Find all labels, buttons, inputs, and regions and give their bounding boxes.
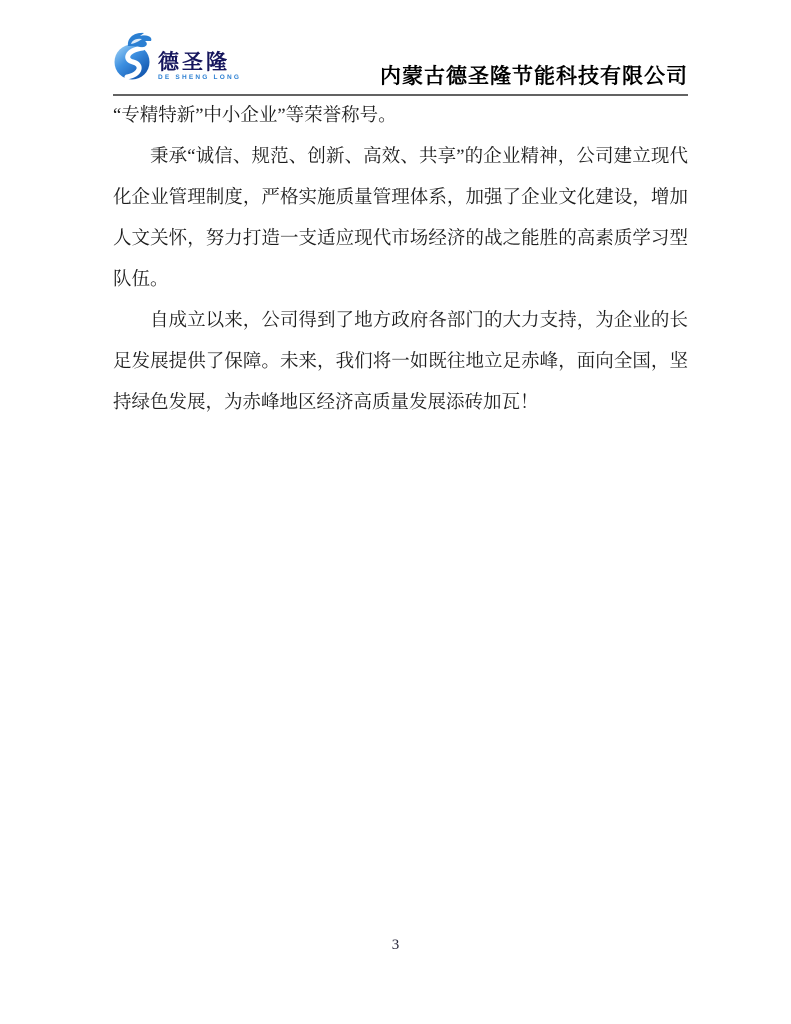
body-paragraph: “专精特新”中小企业”等荣誉称号。	[113, 106, 397, 126]
dragon-sphere-logo-icon	[113, 31, 155, 83]
body-paragraph: 秉承“诚信、规范、创新、高效、共享”的企业精神，公司建立现代化企业管理制度，严格实施质量管理体系，加强了企业文化建设，增加人文关怀，努力打造一支适应现代市场经济的战之能胜的高素质学习型队伍。	[113, 147, 688, 290]
document-body	[113, 96, 688, 424]
logo-brand-name-cn: 德圣隆	[158, 51, 230, 74]
page-number: 3	[391, 937, 400, 953]
company-logo	[113, 31, 241, 83]
body-paragraph: 自成立以来，公司得到了地方政府各部门的大力支持，为企业的长足发展提供了保障。未来，我们将一如既往地立足赤峰，面向全国，坚持绿色发展，为赤峰地区经济高质量发展添砖加瓦！	[113, 311, 688, 413]
header-company-name: 内蒙古德圣隆节能科技有限公司	[380, 64, 688, 88]
logo-text-block	[158, 52, 241, 82]
page-footer	[0, 936, 791, 954]
logo-brand-name-en: DE SHENG LONG	[158, 74, 242, 81]
page-header	[113, 0, 688, 96]
